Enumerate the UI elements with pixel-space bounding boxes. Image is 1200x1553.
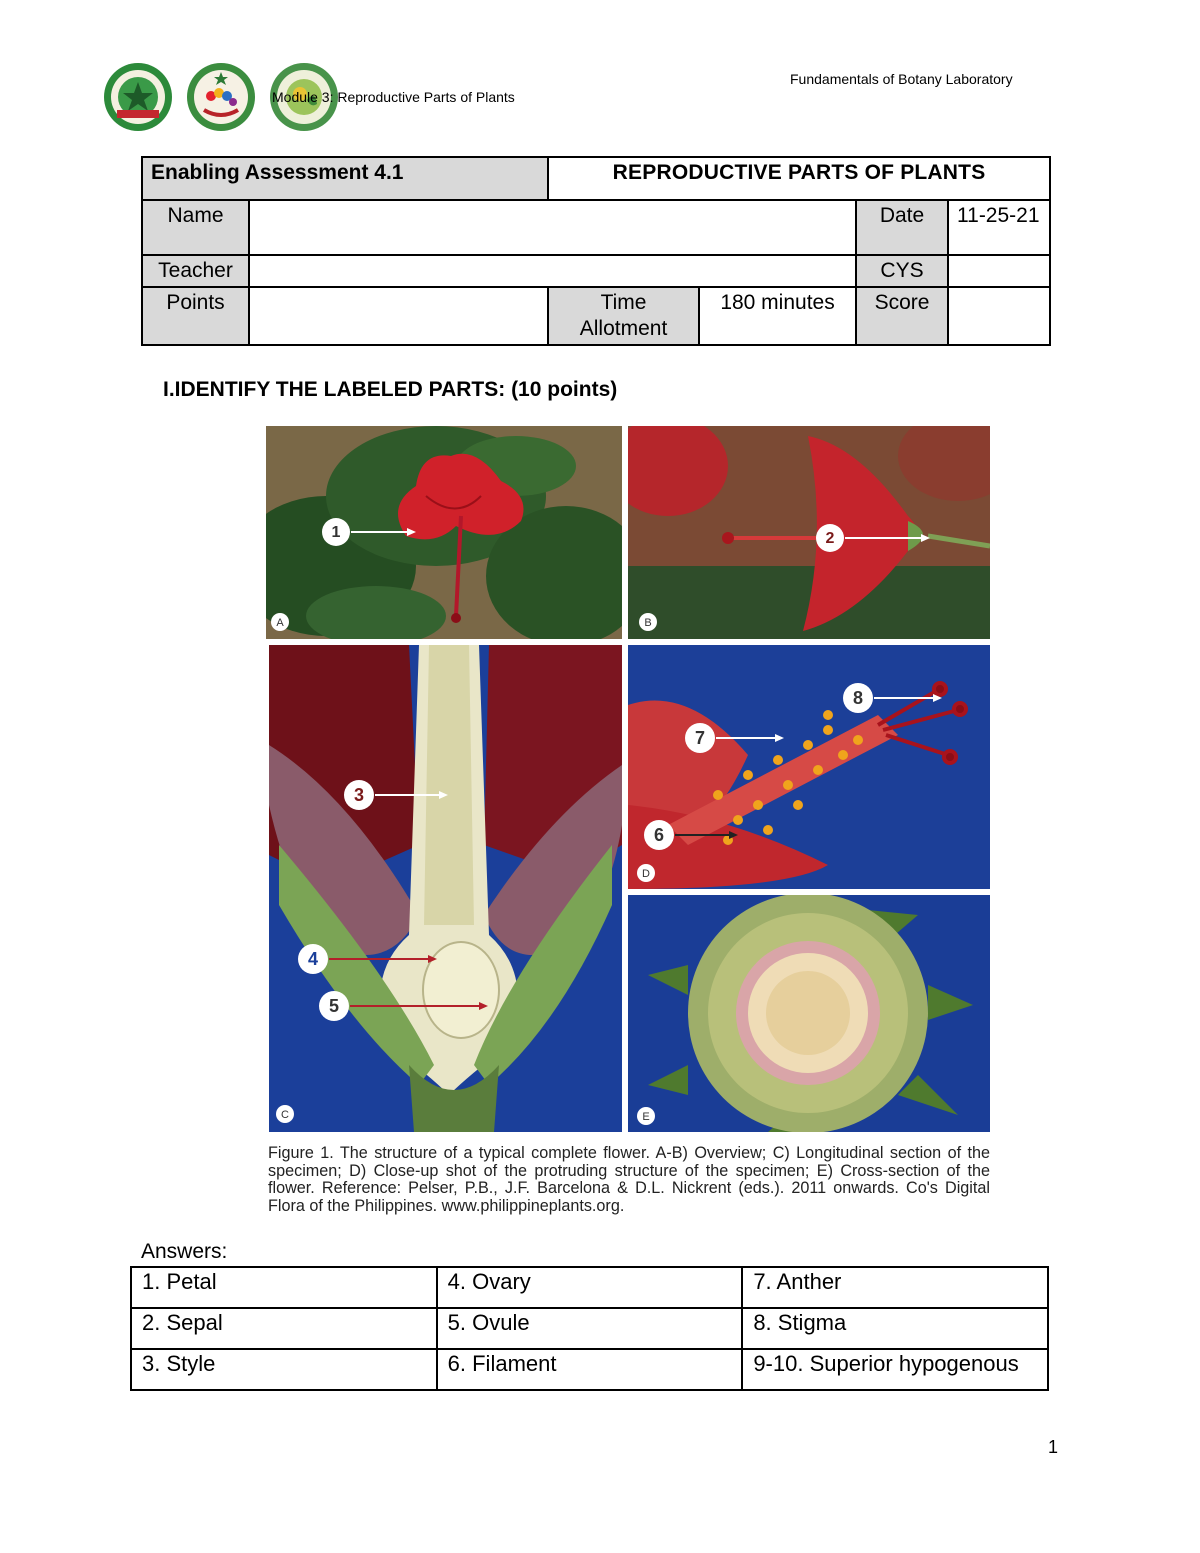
answers-label: Answers: [141,1240,228,1263]
name-field[interactable] [249,200,856,255]
college-seal-logo [186,60,256,134]
svg-text:B: B [644,617,652,629]
teacher-field[interactable] [249,255,856,287]
marker-4 [297,943,437,975]
answer-cell: 9-10. Superior hypogenous [742,1349,1048,1390]
svg-text:6: 6 [653,825,665,845]
answers-row [131,1349,1048,1390]
svg-text:5: 5 [328,996,340,1016]
marker-5 [318,990,488,1022]
panel-letter-a [270,612,290,632]
answer-cell: 6. Filament [437,1349,743,1390]
answer-cell: 5. Ovule [437,1308,743,1349]
answer-cell: 7. Anther [742,1267,1048,1308]
score-field[interactable] [948,287,1050,345]
marker-7 [684,722,784,754]
marker-6 [643,819,738,851]
svg-text:3: 3 [353,785,365,805]
university-seal-logo [103,60,173,134]
teacher-label: Teacher [142,255,249,287]
date-field[interactable]: 11-25-21 [948,200,1050,255]
svg-text:E: E [642,1111,650,1123]
figure-panel-e [628,895,990,1132]
figure-panel-a [266,426,622,639]
panel-letter-c [275,1104,295,1124]
assessment-table [141,156,1051,346]
answers-row [131,1308,1048,1349]
svg-text:4: 4 [307,949,319,969]
cys-field[interactable] [948,255,1050,287]
svg-text:1: 1 [331,524,341,541]
date-label: Date [856,200,948,255]
answer-cell: 2. Sepal [131,1308,437,1349]
assessment-topic: REPRODUCTIVE PARTS OF PLANTS [548,157,1050,200]
panel-letter-d [636,863,656,883]
answers-row [131,1267,1048,1308]
svg-text:D: D [642,868,650,880]
marker-2 [815,523,930,553]
section-heading: I.IDENTIFY THE LABELED PARTS: (10 points) [163,378,618,401]
score-label: Score [856,287,948,345]
figure-panel-b [628,426,990,639]
points-label: Points [142,287,249,345]
answer-cell: 8. Stigma [742,1308,1048,1349]
answer-cell: 3. Style [131,1349,437,1390]
cys-label: CYS [856,255,948,287]
marker-8 [842,682,942,714]
svg-text:2: 2 [825,530,835,547]
points-field[interactable] [249,287,548,345]
module-title: Module 3: Reproductive Parts of Plants [272,89,515,105]
answers-table [130,1266,1049,1391]
course-title: Fundamentals of Botany Laboratory [790,71,1013,87]
figure-panel-d [628,645,990,889]
svg-text:8: 8 [852,688,864,708]
marker-1 [321,517,416,547]
answer-cell: 1. Petal [131,1267,437,1308]
panel-letter-b [638,612,658,632]
svg-text:7: 7 [694,728,706,748]
figure-caption: Figure 1. The structure of a typical complete flower. A-B) Overview; C) Longitudinal section of the specimen; D) Close-up shot of the protruding structure of the specimen; E) Cross-section of the flower. Reference: Pelser, P.B., J.F. Barcelona & D.L. Nickrent (eds.). 2011 onwards. Co's Digital Flora of the Philippines. www.philippineplants.org. [268,1144,990,1215]
figure-panel-c [269,645,622,1132]
svg-text:A: A [276,617,284,629]
svg-text:C: C [281,1109,289,1121]
time-allotment-label: Time Allotment [548,287,699,345]
time-allotment-value: 180 minutes [699,287,856,345]
assessment-title: Enabling Assessment 4.1 [142,157,548,200]
page-number: 1 [1047,1437,1058,1457]
marker-3 [343,779,448,811]
name-label: Name [142,200,249,255]
answer-cell: 4. Ovary [437,1267,743,1308]
panel-letter-e [636,1106,656,1126]
